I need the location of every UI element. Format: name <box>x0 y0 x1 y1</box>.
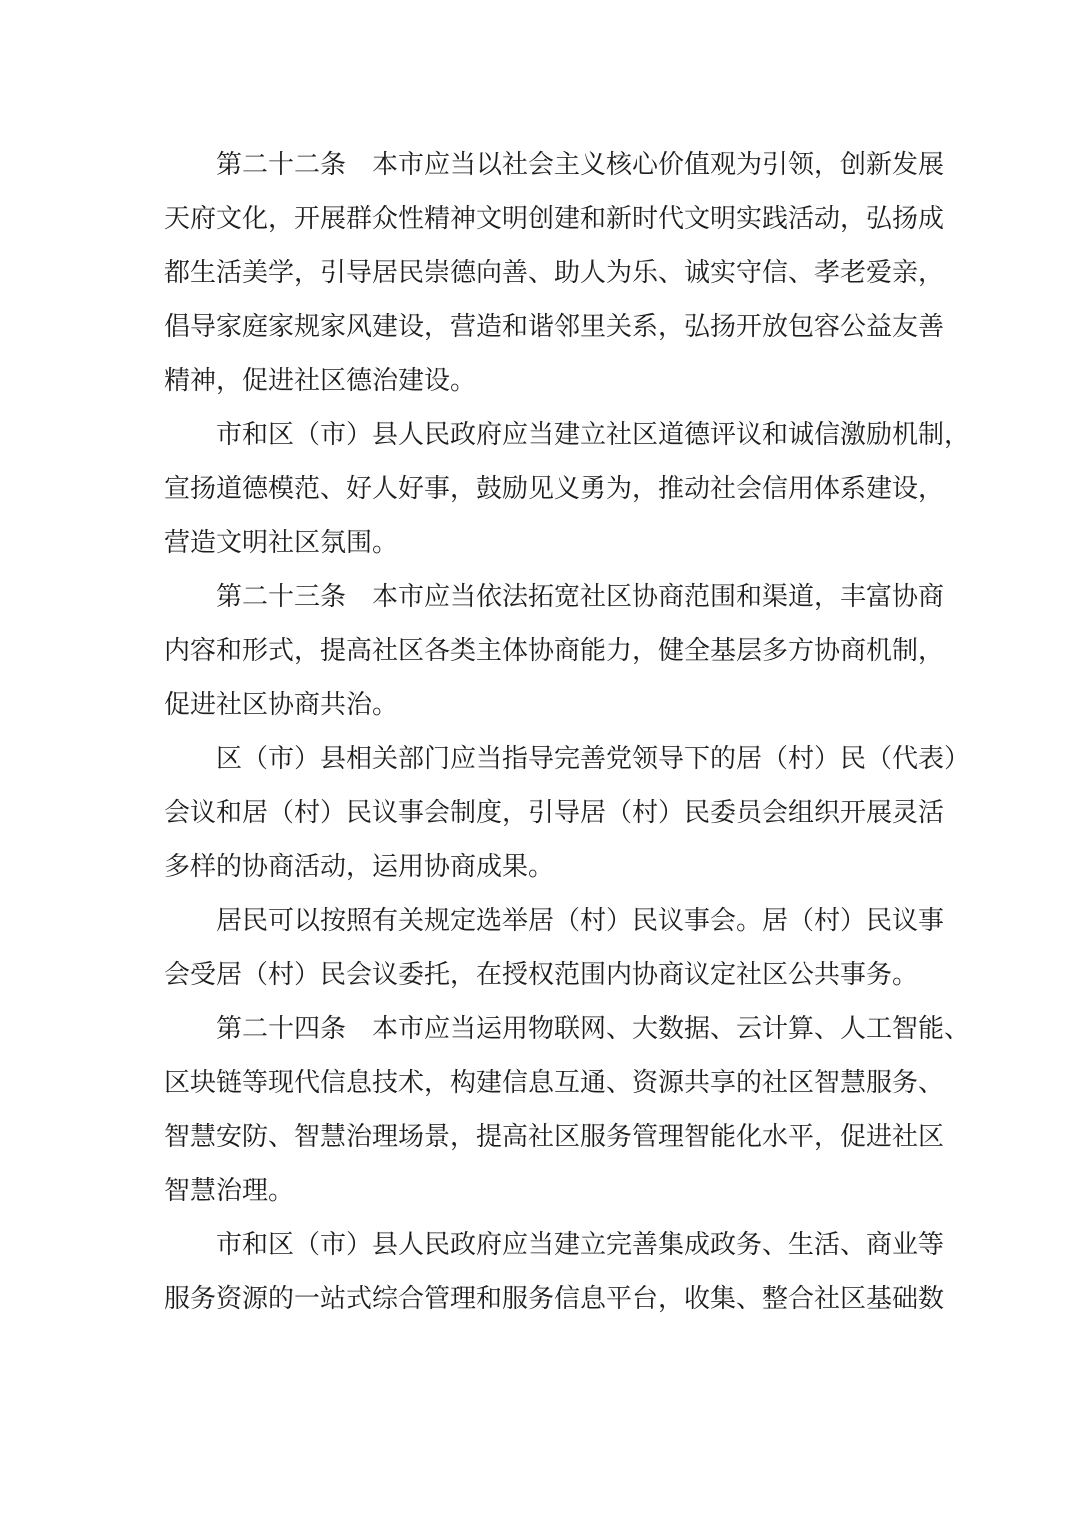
text-line: 智慧治理。 <box>164 1176 295 1206</box>
paragraph-article-22 <box>164 138 945 408</box>
paragraph-article-24-clause-2 <box>164 1218 945 1326</box>
text-line: 营造文明社区氛围。 <box>164 528 399 558</box>
text-line: 促进社区协商共治。 <box>164 690 399 720</box>
text-line: 第二十四条 本市应当运用物联网、大数据、云计算、人工智能、 <box>216 1014 971 1044</box>
text-line: 都生活美学，引导居民崇德向善、助人为乐、诚实守信、孝老爱亲， <box>164 258 945 288</box>
text-line: 市和区（市）县人民政府应当建立完善集成政务、生活、商业等 <box>216 1230 945 1260</box>
text-line: 服务资源的一站式综合管理和服务信息平台，收集、整合社区基础数 <box>164 1284 945 1314</box>
text-line: 倡导家庭家规家风建设，营造和谐邻里关系，弘扬开放包容公益友善 <box>164 312 945 342</box>
text-line: 第二十二条 本市应当以社会主义核心价值观为引领，创新发展 <box>216 150 945 180</box>
text-line: 会受居（村）民会议委托，在授权范围内协商议定社区公共事务。 <box>164 960 919 990</box>
text-line: 会议和居（村）民议事会制度，引导居（村）民委员会组织开展灵活 <box>164 798 945 828</box>
text-line: 智慧安防、智慧治理场景，提高社区服务管理智能化水平，促进社区 <box>164 1122 945 1152</box>
paragraph-article-23 <box>164 570 945 732</box>
text-line: 内容和形式，提高社区各类主体协商能力，健全基层多方协商机制， <box>164 636 945 666</box>
text-line: 多样的协商活动，运用协商成果。 <box>164 852 555 882</box>
text-line: 市和区（市）县人民政府应当建立社区道德评议和诚信激励机制， <box>216 420 971 450</box>
text-line: 精神，促进社区德治建设。 <box>164 366 477 396</box>
paragraph-article-22-clause-2 <box>164 408 971 570</box>
text-line: 天府文化，开展群众性精神文明创建和新时代文明实践活动，弘扬成 <box>164 204 945 234</box>
document-body <box>164 138 971 1326</box>
paragraph-article-23-clause-3 <box>164 894 945 1002</box>
text-line: 区块链等现代信息技术，构建信息互通、资源共享的社区智慧服务、 <box>164 1068 945 1098</box>
paragraph-article-23-clause-2 <box>164 732 971 894</box>
text-line: 居民可以按照有关规定选举居（村）民议事会。居（村）民议事 <box>216 906 945 936</box>
text-line: 宣扬道德模范、好人好事，鼓励见义勇为，推动社会信用体系建设， <box>164 474 945 504</box>
paragraph-article-24 <box>164 1002 971 1218</box>
text-line: 区（市）县相关部门应当指导完善党领导下的居（村）民（代表） <box>216 744 971 774</box>
text-line: 第二十三条 本市应当依法拓宽社区协商范围和渠道，丰富协商 <box>216 582 945 612</box>
